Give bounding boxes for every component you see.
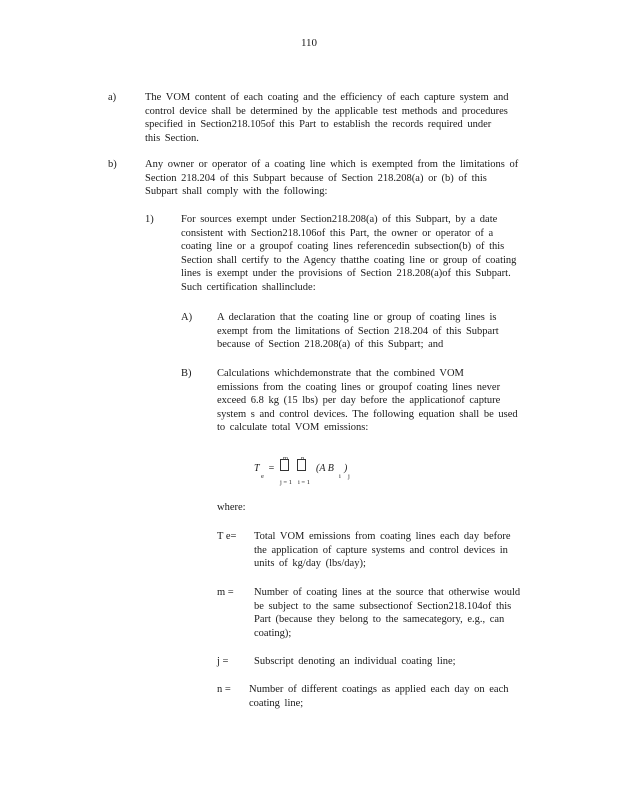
equation-body-close: ) bbox=[344, 463, 348, 474]
item-A-line: A declaration that the coating line or group of coating lines is bbox=[217, 312, 497, 323]
equation-lhs-sub: e bbox=[261, 473, 264, 480]
definition-term: m = bbox=[217, 587, 234, 598]
item-b-line: Subpart shall comply with the following: bbox=[145, 186, 328, 198]
where-label: where: bbox=[217, 502, 246, 513]
equation-upper-n: n bbox=[301, 455, 305, 462]
equation-lower-j: j = 1 bbox=[280, 479, 292, 486]
summation-icon bbox=[280, 459, 289, 471]
definition-line: be subject to the same subsectionof Section218.104of this bbox=[254, 600, 512, 612]
item-b-line: Any owner or operator of a coating line which is exempted from the limitations of bbox=[145, 159, 519, 170]
item-B-line: exceed 6.8 kg (15 lbs) per day before the applicationof capture bbox=[217, 395, 501, 407]
item-b1-line: lines is exempt under the provisions of Section 218.208(a)of this Subpart. bbox=[181, 268, 511, 280]
definition-line: Part (because they belong to the samecategory, e.g., can bbox=[254, 614, 505, 626]
definition-line: Total VOM emissions from coating lines each day before bbox=[254, 531, 511, 542]
item-a-text bbox=[145, 91, 545, 145]
item-b1-line: consistent with Section218.106of this Part, the owner or operator of a bbox=[181, 227, 494, 239]
item-B-text bbox=[217, 367, 557, 435]
definition-line: Number of coating lines at the source that otherwise would bbox=[254, 587, 521, 598]
item-A-line: because of Section 218.208(a) of this Subpart; and bbox=[217, 339, 444, 351]
item-b1-line: Such certification shallinclude: bbox=[181, 281, 316, 293]
item-A-text bbox=[217, 311, 547, 352]
item-b1-label: 1) bbox=[145, 214, 154, 225]
item-B-line: Calculations whichdemonstrate that the combined VOM bbox=[217, 368, 464, 379]
item-b-line: Section 218.204 of this Subpart because of Section 218.208(a) or (b) of this bbox=[145, 172, 487, 184]
item-b1-line: Section shall certify to the Agency thatthe coating line or group of coating bbox=[181, 254, 517, 266]
item-b1-line: For sources exempt under Section218.208(a) of this Subpart, by a date bbox=[181, 214, 498, 225]
definition-text bbox=[254, 586, 554, 640]
item-b1-line: coating line or a groupof coating lines referencedin subsection(b) of this bbox=[181, 241, 505, 253]
equation-equals: = bbox=[268, 463, 275, 474]
item-a-line: this Section. bbox=[145, 132, 199, 144]
item-B-label: B) bbox=[181, 368, 192, 379]
definition-term: j = bbox=[217, 656, 229, 667]
page-number: 110 bbox=[300, 37, 318, 49]
item-a-line: The VOM content of each coating and the efficiency of each capture system and bbox=[145, 92, 509, 103]
definition-line: Subscript denoting an individual coating line; bbox=[254, 656, 456, 667]
definition-line: coating); bbox=[254, 627, 292, 639]
definition-text bbox=[254, 655, 554, 669]
definition-line: units of kg/day (lbs/day); bbox=[254, 558, 366, 570]
definition-line: coating line; bbox=[249, 697, 304, 709]
equation-lower-i: i = 1 bbox=[298, 479, 310, 486]
item-A-line: exempt from the limitations of Section 218.204 of this Subpart bbox=[217, 325, 499, 337]
item-b1-text bbox=[181, 213, 551, 295]
equation-body: (A B bbox=[316, 463, 334, 474]
definition-term: T e= bbox=[217, 531, 237, 542]
summation-icon bbox=[297, 459, 306, 471]
definition-text bbox=[249, 683, 549, 710]
item-A-label: A) bbox=[181, 312, 193, 323]
equation-upper-m: m bbox=[283, 455, 289, 462]
item-b-text bbox=[145, 158, 555, 199]
item-a-line: specified in Section218.105of this Part to establish the records required under bbox=[145, 119, 492, 131]
item-B-line: system s and control devices. The following equation shall be used bbox=[217, 408, 518, 420]
definition-line: the application of capture systems and control devices in bbox=[254, 544, 508, 556]
item-a-line: control device shall be determined by the applicable test methods and procedures bbox=[145, 105, 508, 117]
equation-lhs: T bbox=[254, 463, 260, 474]
equation-body-sub2: j bbox=[348, 473, 350, 480]
definition-line: Number of different coatings as applied each day on each bbox=[249, 684, 509, 695]
equation-body-sub: i bbox=[339, 473, 341, 480]
item-B-line: emissions from the coating lines or groupof coating lines never bbox=[217, 381, 501, 393]
definition-term: n = bbox=[217, 684, 231, 695]
item-B-line: to calculate total VOM emissions: bbox=[217, 422, 369, 434]
item-b-label: b) bbox=[108, 159, 117, 170]
item-a-label: a) bbox=[108, 92, 117, 103]
definition-text bbox=[254, 530, 554, 571]
